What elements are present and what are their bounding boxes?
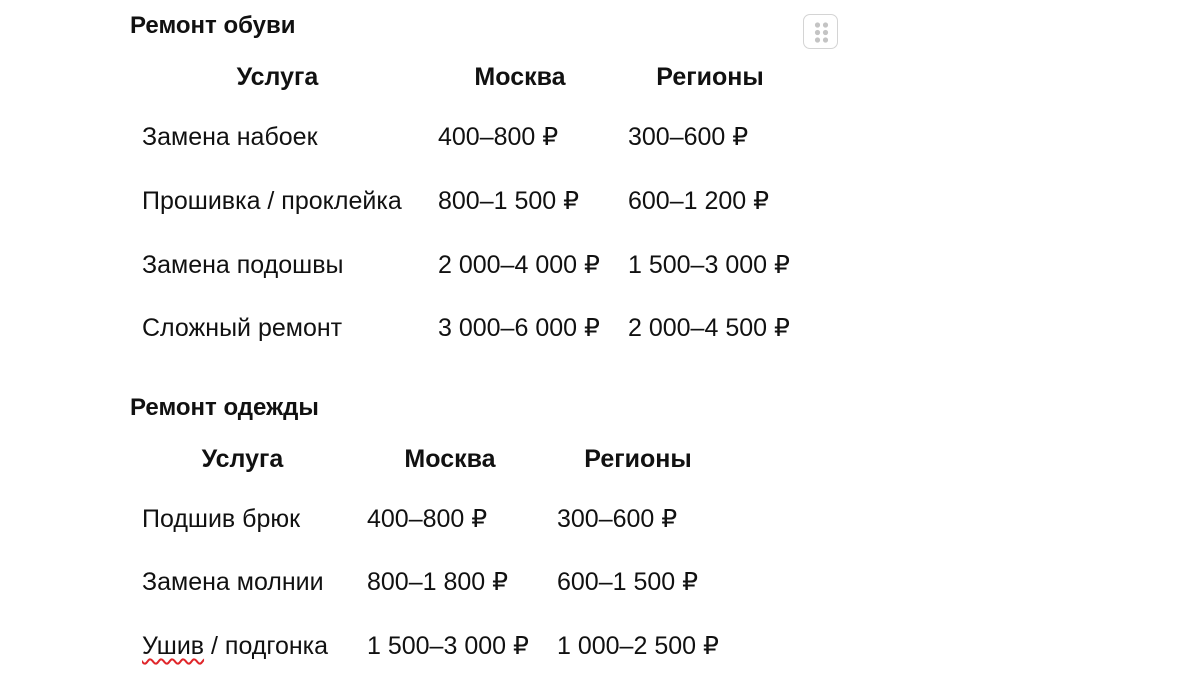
table-cell-moscow: 800–1 800 ₽ [367,568,509,596]
table-cell-regions: 600–1 500 ₽ [557,568,699,596]
table-cell-moscow: 2 000–4 000 ₽ [438,251,600,279]
table-cell-service: Сложный ремонт [142,314,343,342]
table-cell-service: Подшив брюк [142,505,301,533]
table-cell-regions: 2 000–4 500 ₽ [628,314,790,342]
table-cell-service: Прошивка / проклейка [142,187,402,215]
table-cell-service: Замена набоек [142,123,318,151]
table-cell-moscow: 800–1 500 ₽ [438,187,580,215]
table-cell-regions: 600–1 200 ₽ [628,187,770,215]
drag-handle[interactable] [803,14,838,49]
table-cell-moscow: 400–800 ₽ [367,505,488,533]
spellcheck-word[interactable]: Ушив [142,632,205,660]
table-header-moscow: Москва [404,445,496,473]
table-cell-regions: 1 000–2 500 ₽ [557,632,719,660]
table-cell-service [142,631,328,661]
table-cell-service-rest: / подгонка [204,632,329,660]
table-cell-regions: 300–600 ₽ [557,505,678,533]
table-cell-moscow: 3 000–6 000 ₽ [438,314,600,342]
table-header-moscow: Москва [474,63,566,91]
table-header-regions: Регионы [584,445,692,473]
table-cell-regions: 300–600 ₽ [628,123,749,151]
table-cell-regions: 1 500–3 000 ₽ [628,251,790,279]
drag-handle-icon [804,15,839,50]
table-cell-moscow: 400–800 ₽ [438,123,559,151]
table-header-service: Услуга [201,445,284,473]
table-cell-service: Замена молнии [142,568,324,596]
section-title-clothes-repair: Ремонт одежды [130,394,319,421]
table-header-service: Услуга [236,63,319,91]
section-title-shoe-repair: Ремонт обуви [130,12,296,39]
table-cell-moscow: 1 500–3 000 ₽ [367,632,529,660]
table-cell-service: Замена подошвы [142,251,344,279]
table-header-regions: Регионы [656,63,764,91]
